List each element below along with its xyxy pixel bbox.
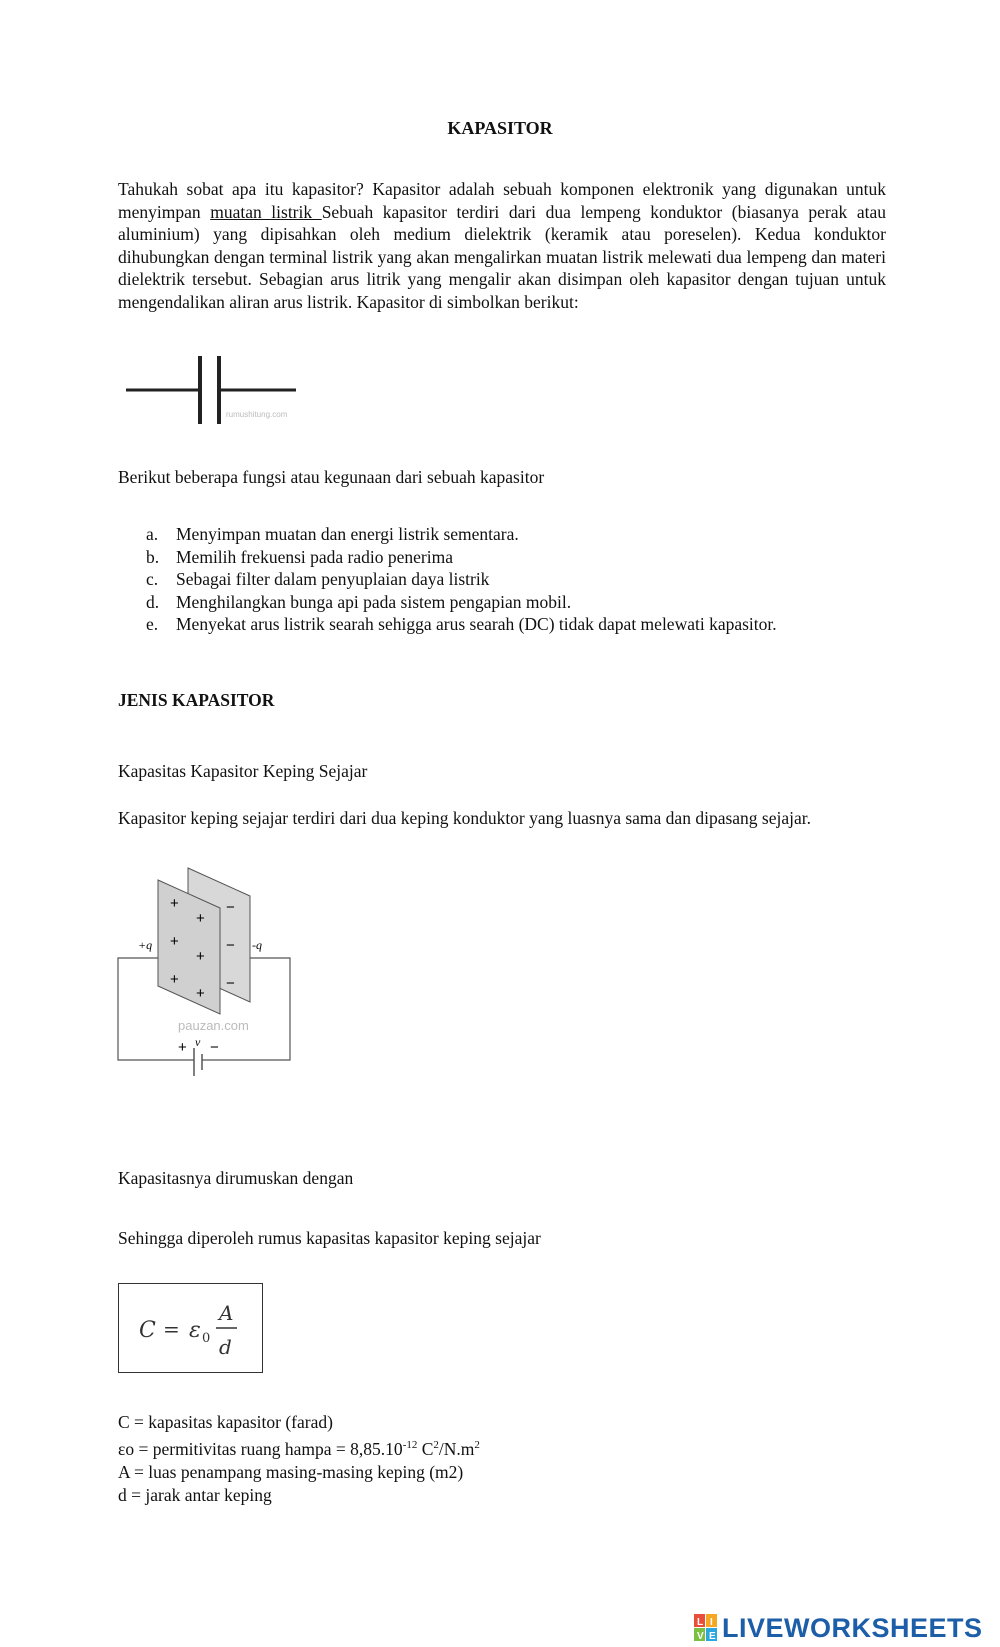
list-marker: a. bbox=[146, 524, 159, 544]
svg-text:V: V bbox=[697, 1631, 704, 1642]
list-text: Sebagai filter dalam penyuplaian daya listrik bbox=[176, 569, 490, 590]
minus-sign: − bbox=[226, 899, 235, 916]
formula-result-text: Sehingga diperoleh rumus kapasitas kapasitor keping sejajar bbox=[118, 1228, 541, 1248]
intro-text-end: Sebuah kapasitor terdiri dari dua lempeng konduktor (biasanya perak atau aluminium) yang dipisahkan oleh medium dielektrik (keramik atau poreselen). Kedua konduktor dihubungkan dengan terminal listrik yang akan mengalirkan muatan listrik melewati dua lempeng dan materi dielektrik tersebut. Sebagian arus litrik yang mengalir akan disimpan oleh kapasitor dengan tujuan untuk mengendalikan aliran arus listrik. Kapasitor di simbolkan berikut: bbox=[118, 201, 886, 312]
list-item bbox=[146, 592, 777, 615]
parallel-plate-diagram bbox=[116, 862, 296, 1082]
capacitor-symbol bbox=[118, 350, 308, 430]
battery-minus: − bbox=[210, 1039, 219, 1056]
plus-sign: + bbox=[196, 985, 205, 1002]
section-heading: JENIS KAPASITOR bbox=[118, 690, 275, 710]
intro-paragraph bbox=[118, 178, 886, 313]
list-item bbox=[146, 524, 777, 547]
diagram-watermark: pauzan.com bbox=[178, 1018, 249, 1033]
list-marker: c. bbox=[146, 569, 159, 590]
formula-epsilon-sub: 0 bbox=[202, 1331, 211, 1346]
formula-epsilon: ε bbox=[189, 1318, 201, 1343]
parallel-description: Kapasitor keping sejajar terdiri dari dua keping konduktor yang luasnya sama dan dipasang sejajar. bbox=[118, 808, 811, 828]
definition-epsilon: εo = permitivitas ruang hampa = $8,85.10^{-12}$ $C^2/N.m^2$ bbox=[118, 1438, 480, 1459]
svg-text:L: L bbox=[697, 1617, 704, 1628]
list-text: Memilih frekuensi pada radio penerima bbox=[176, 546, 453, 567]
formula-graphic bbox=[119, 1284, 261, 1371]
functions-intro: Berikut beberapa fungsi atau kegunaan dari sebuah kapasitor bbox=[118, 467, 545, 487]
page-title: KAPASITOR bbox=[447, 118, 553, 138]
right-charge-label: -q bbox=[252, 938, 262, 952]
definition-a: A = luas penampang masing-masing keping (m2) bbox=[118, 1461, 464, 1482]
minus-sign: − bbox=[226, 937, 235, 954]
subheading: Kapasitas Kapasitor Keping Sejajar bbox=[118, 761, 368, 781]
intro-text-start: Tahukah sobat apa itu kapasitor? Kapasitor adalah sebuah komponen elektronik yang digunakan untuk menyimpan bbox=[118, 179, 886, 222]
voltage-label: v bbox=[195, 1035, 201, 1049]
list-marker: e. bbox=[146, 614, 159, 635]
list-text: Menyimpan muatan dan energi listrik sementara. bbox=[176, 524, 519, 544]
battery-plus: + bbox=[178, 1039, 187, 1056]
plus-sign: + bbox=[170, 895, 179, 912]
list-marker: b. bbox=[146, 546, 160, 567]
svg-text:I: I bbox=[710, 1617, 713, 1628]
list-item bbox=[146, 569, 777, 592]
muatan-listrik-link[interactable]: muatan listrik bbox=[210, 201, 322, 222]
plus-sign: + bbox=[196, 948, 205, 965]
list-text: Menghilangkan bunga api pada sistem pengapian mobil. bbox=[176, 591, 572, 612]
liveworksheets-logo bbox=[694, 1612, 983, 1644]
plus-sign: + bbox=[196, 910, 205, 927]
formula-c: C bbox=[139, 1318, 156, 1343]
capacitance-formula bbox=[118, 1283, 263, 1373]
list-item bbox=[146, 547, 777, 570]
formula-denominator: d bbox=[219, 1335, 232, 1359]
logo-badge-icon bbox=[694, 1614, 718, 1642]
functions-list bbox=[146, 524, 777, 637]
formula-equals: = bbox=[163, 1317, 180, 1341]
list-text: Menyekat arus listrik searah sehigga arus searah (DC) tidak dapat melewati kapasitor. bbox=[176, 614, 777, 635]
minus-sign: − bbox=[226, 975, 235, 992]
plus-sign: + bbox=[170, 971, 179, 988]
formula-numerator: A bbox=[219, 1301, 234, 1325]
definition-c: C = kapasitas kapasitor (farad) bbox=[118, 1412, 333, 1432]
plus-sign: + bbox=[170, 933, 179, 950]
symbol-watermark: rumushitung.com bbox=[226, 410, 288, 419]
variable-definitions bbox=[118, 1411, 480, 1507]
logo-text: LIVEWORKSHEETS bbox=[722, 1612, 983, 1643]
list-item bbox=[146, 614, 777, 637]
left-charge-label: +q bbox=[138, 938, 153, 952]
svg-text:E: E bbox=[709, 1631, 716, 1642]
list-marker: d. bbox=[146, 591, 160, 612]
formula-intro: Kapasitasnya dirumuskan dengan bbox=[118, 1168, 354, 1188]
definition-d: d = jarak antar keping bbox=[118, 1484, 272, 1505]
